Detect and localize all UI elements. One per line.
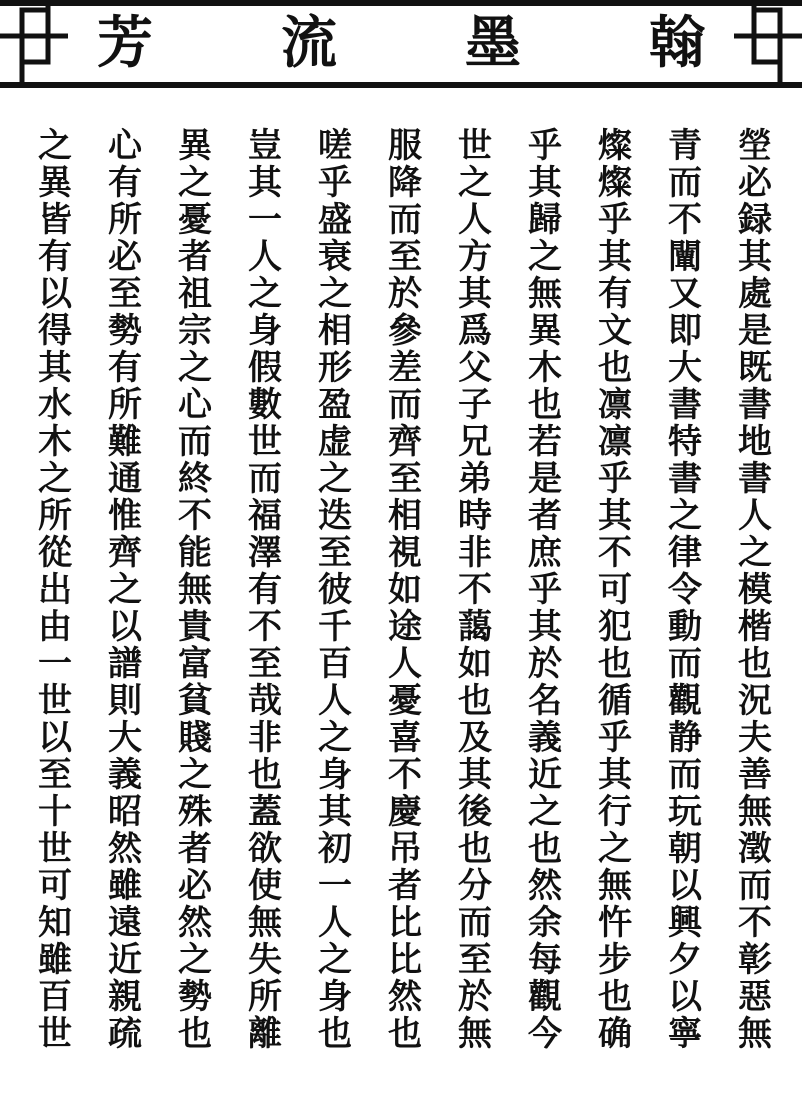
text-glyph: 也	[738, 644, 772, 684]
text-glyph: 參	[388, 311, 422, 351]
text-glyph: 殊	[178, 792, 212, 832]
text-glyph: 以	[38, 718, 72, 758]
text-glyph: 能	[178, 533, 212, 573]
text-glyph: 一	[248, 200, 282, 240]
text-glyph: 之	[178, 163, 212, 203]
text-glyph: 哉	[248, 681, 282, 721]
text-glyph: 今	[528, 1014, 562, 1054]
text-glyph: 又	[668, 274, 702, 314]
text-glyph: 而	[248, 459, 282, 499]
text-glyph: 世	[38, 1014, 72, 1054]
text-column-6	[370, 128, 440, 1088]
text-glyph: 不	[248, 607, 282, 647]
text-glyph: 有	[598, 274, 632, 314]
text-glyph: 凛	[598, 385, 632, 425]
text-glyph: 寧	[668, 1014, 702, 1054]
text-glyph: 凛	[598, 422, 632, 462]
fret-ornament-left-icon	[0, 0, 70, 88]
text-glyph: 其	[458, 274, 492, 314]
text-column-10	[90, 128, 160, 1088]
page-title	[90, 10, 712, 76]
text-glyph: 世	[38, 681, 72, 721]
text-glyph: 也	[178, 1014, 212, 1054]
text-glyph: 之	[248, 274, 282, 314]
text-glyph: 其	[318, 792, 352, 832]
text-glyph: 之	[38, 459, 72, 499]
text-glyph: 有	[38, 237, 72, 277]
text-glyph: 興	[668, 903, 702, 943]
text-glyph: 之	[458, 163, 492, 203]
text-glyph: 憂	[388, 681, 422, 721]
text-glyph: 子	[458, 385, 492, 425]
text-glyph: 書	[738, 385, 772, 425]
text-glyph: 譜	[108, 644, 142, 684]
text-glyph: 齊	[388, 422, 422, 462]
text-column-3	[580, 128, 650, 1088]
vertical-text-body	[20, 128, 790, 1088]
text-glyph: 世	[248, 422, 282, 462]
text-glyph: 朝	[668, 829, 702, 869]
text-glyph: 雖	[108, 866, 142, 906]
text-glyph: 名	[528, 681, 562, 721]
text-glyph: 虚	[318, 422, 352, 462]
text-glyph: 福	[248, 496, 282, 536]
text-glyph: 不	[668, 200, 702, 240]
text-glyph: 可	[598, 570, 632, 610]
text-glyph: 出	[38, 570, 72, 610]
text-glyph: 異	[178, 126, 212, 166]
header-band	[0, 0, 802, 88]
text-glyph: 至	[318, 533, 352, 573]
text-glyph: 者	[528, 496, 562, 536]
text-column-11	[20, 128, 90, 1088]
text-glyph: 其	[598, 755, 632, 795]
text-glyph: 即	[668, 311, 702, 351]
text-glyph: 兄	[458, 422, 492, 462]
text-glyph: 必	[108, 237, 142, 277]
text-glyph: 於	[458, 977, 492, 1017]
text-glyph: 齊	[108, 533, 142, 573]
text-glyph: 乎	[598, 718, 632, 758]
text-glyph: 木	[38, 422, 72, 462]
text-glyph: 而	[388, 385, 422, 425]
text-glyph: 不	[598, 533, 632, 573]
text-glyph: 途	[388, 607, 422, 647]
text-glyph: 也	[458, 681, 492, 721]
text-glyph: 失	[248, 940, 282, 980]
text-glyph: 静	[668, 718, 702, 758]
fret-ornament-right-icon	[732, 0, 802, 88]
text-glyph: 律	[668, 533, 702, 573]
text-glyph: 者	[178, 829, 212, 869]
text-glyph: 如	[388, 570, 422, 610]
text-glyph: 不	[178, 496, 212, 536]
text-glyph: 是	[738, 311, 772, 351]
text-glyph: 後	[458, 792, 492, 832]
text-glyph: 千	[318, 607, 352, 647]
text-glyph: 歸	[528, 200, 562, 240]
text-glyph: 有	[108, 348, 142, 388]
text-glyph: 青	[668, 126, 702, 166]
text-glyph: 至	[38, 755, 72, 795]
text-glyph: 大	[108, 718, 142, 758]
text-glyph: 假	[248, 348, 282, 388]
text-glyph: 如	[458, 644, 492, 684]
text-glyph: 也	[528, 829, 562, 869]
text-glyph: 之	[38, 126, 72, 166]
text-glyph: 以	[668, 866, 702, 906]
text-glyph: 然	[388, 977, 422, 1017]
text-glyph: 親	[108, 977, 142, 1017]
text-glyph: 惟	[108, 496, 142, 536]
text-glyph: 十	[38, 792, 72, 832]
text-glyph: 心	[178, 385, 212, 425]
text-glyph: 所	[38, 496, 72, 536]
text-glyph: 盛	[318, 200, 352, 240]
text-glyph: 勢	[108, 311, 142, 351]
text-glyph: 至	[458, 940, 492, 980]
text-glyph: 之	[318, 274, 352, 314]
text-glyph: 其	[528, 607, 562, 647]
text-glyph: 祖	[178, 274, 212, 314]
text-glyph: 大	[668, 348, 702, 388]
text-glyph: 宗	[178, 311, 212, 351]
text-glyph: 燦	[598, 163, 632, 203]
text-glyph: 差	[388, 348, 422, 388]
text-column-1	[720, 128, 790, 1088]
text-glyph: 相	[318, 311, 352, 351]
text-glyph: 木	[528, 348, 562, 388]
text-glyph: 之	[178, 940, 212, 980]
text-glyph: 貧	[178, 681, 212, 721]
text-glyph: 所	[248, 977, 282, 1017]
text-glyph: 彼	[318, 570, 352, 610]
text-glyph: 初	[318, 829, 352, 869]
text-glyph: 所	[108, 200, 142, 240]
text-glyph: 而	[738, 866, 772, 906]
text-glyph: 勢	[178, 977, 212, 1017]
text-glyph: 身	[318, 977, 352, 1017]
text-glyph: 人	[388, 644, 422, 684]
text-glyph: 以	[668, 977, 702, 1017]
text-glyph: 彰	[738, 940, 772, 980]
text-glyph: 百	[38, 977, 72, 1017]
text-glyph: 令	[668, 570, 702, 610]
text-glyph: 善	[738, 755, 772, 795]
text-glyph: 近	[528, 755, 562, 795]
text-glyph: 無	[178, 570, 212, 610]
text-glyph: 使	[248, 866, 282, 906]
text-glyph: 之	[318, 459, 352, 499]
text-glyph: 其	[458, 755, 492, 795]
text-glyph: 至	[108, 274, 142, 314]
text-glyph: 至	[388, 237, 422, 277]
text-glyph: 地	[738, 422, 772, 462]
text-glyph: 百	[318, 644, 352, 684]
text-glyph: 人	[318, 681, 352, 721]
text-glyph: 之	[528, 237, 562, 277]
text-column-7	[300, 128, 370, 1088]
text-glyph: 玩	[668, 792, 702, 832]
text-glyph: 動	[668, 607, 702, 647]
text-glyph: 父	[458, 348, 492, 388]
text-glyph: 迭	[318, 496, 352, 536]
text-glyph: 之	[178, 755, 212, 795]
text-glyph: 無	[248, 903, 282, 943]
text-glyph: 慶	[388, 792, 422, 832]
text-glyph: 必	[738, 163, 772, 203]
text-glyph: 人	[458, 200, 492, 240]
text-glyph: 分	[458, 866, 492, 906]
text-glyph: 不	[458, 570, 492, 610]
text-glyph: 所	[108, 385, 142, 425]
text-glyph: 心	[108, 126, 142, 166]
text-glyph: 者	[388, 866, 422, 906]
text-glyph: 以	[108, 607, 142, 647]
text-glyph: 行	[598, 792, 632, 832]
text-glyph: 録	[738, 200, 772, 240]
text-glyph: 身	[248, 311, 282, 351]
text-glyph: 終	[178, 459, 212, 499]
title-char-3: 墨	[465, 10, 521, 76]
text-glyph: 循	[598, 681, 632, 721]
text-glyph: 人	[318, 903, 352, 943]
text-glyph: 闡	[668, 237, 702, 277]
text-glyph: 豈	[248, 126, 282, 166]
text-glyph: 憂	[178, 200, 212, 240]
text-glyph: 於	[528, 644, 562, 684]
text-glyph: 之	[178, 348, 212, 388]
text-glyph: 非	[248, 718, 282, 758]
text-glyph: 書	[668, 459, 702, 499]
text-glyph: 之	[738, 533, 772, 573]
text-glyph: 喜	[388, 718, 422, 758]
text-glyph: 爲	[458, 311, 492, 351]
text-glyph: 異	[528, 311, 562, 351]
text-glyph: 有	[108, 163, 142, 203]
text-glyph: 其	[598, 237, 632, 277]
text-column-9	[160, 128, 230, 1088]
text-glyph: 義	[528, 718, 562, 758]
text-glyph: 惡	[738, 977, 772, 1017]
text-glyph: 也	[598, 977, 632, 1017]
text-glyph: 弟	[458, 459, 492, 499]
text-glyph: 況	[738, 681, 772, 721]
text-glyph: 至	[388, 459, 422, 499]
text-glyph: 庶	[528, 533, 562, 573]
text-glyph: 乎	[598, 200, 632, 240]
text-glyph: 數	[248, 385, 282, 425]
text-glyph: 每	[528, 940, 562, 980]
text-glyph: 服	[388, 126, 422, 166]
text-glyph: 疏	[108, 1014, 142, 1054]
text-glyph: 确	[598, 1014, 632, 1054]
text-glyph: 也	[458, 829, 492, 869]
text-glyph: 近	[108, 940, 142, 980]
title-char-1: 芳	[97, 10, 153, 76]
text-glyph: 之	[108, 570, 142, 610]
text-glyph: 比	[388, 903, 422, 943]
text-glyph: 從	[38, 533, 72, 573]
text-glyph: 然	[178, 903, 212, 943]
text-glyph: 文	[598, 311, 632, 351]
text-glyph: 犯	[598, 607, 632, 647]
text-glyph: 書	[668, 385, 702, 425]
text-glyph: 無	[738, 792, 772, 832]
text-glyph: 夫	[738, 718, 772, 758]
text-glyph: 以	[38, 274, 72, 314]
text-glyph: 通	[108, 459, 142, 499]
text-glyph: 可	[38, 866, 72, 906]
text-glyph: 忤	[598, 903, 632, 943]
text-glyph: 水	[38, 385, 72, 425]
text-glyph: 非	[458, 533, 492, 573]
text-glyph: 藹	[458, 607, 492, 647]
text-glyph: 身	[318, 755, 352, 795]
text-glyph: 相	[388, 496, 422, 536]
header-bottom-rule	[0, 82, 802, 88]
text-glyph: 由	[38, 607, 72, 647]
text-glyph: 其	[248, 163, 282, 203]
text-glyph: 一	[318, 866, 352, 906]
text-glyph: 是	[528, 459, 562, 499]
text-glyph: 燦	[598, 126, 632, 166]
text-glyph: 皆	[38, 200, 72, 240]
text-glyph: 知	[38, 903, 72, 943]
text-glyph: 而	[178, 422, 212, 462]
text-glyph: 離	[248, 1014, 282, 1054]
text-glyph: 視	[388, 533, 422, 573]
text-glyph: 其	[598, 496, 632, 536]
text-glyph: 處	[738, 274, 772, 314]
title-char-2: 流	[281, 10, 337, 76]
text-glyph: 盈	[318, 385, 352, 425]
text-glyph: 異	[38, 163, 72, 203]
text-glyph: 乎	[598, 459, 632, 499]
text-glyph: 時	[458, 496, 492, 536]
text-glyph: 也	[598, 348, 632, 388]
text-glyph: 無	[528, 274, 562, 314]
text-glyph: 觀	[668, 681, 702, 721]
text-glyph: 而	[388, 200, 422, 240]
text-glyph: 而	[668, 755, 702, 795]
text-glyph: 特	[668, 422, 702, 462]
text-glyph: 嗟	[318, 126, 352, 166]
text-glyph: 若	[528, 422, 562, 462]
text-glyph: 既	[738, 348, 772, 388]
text-glyph: 無	[598, 866, 632, 906]
text-glyph: 降	[388, 163, 422, 203]
text-glyph: 遠	[108, 903, 142, 943]
text-glyph: 難	[108, 422, 142, 462]
text-glyph: 世	[458, 126, 492, 166]
text-glyph: 不	[738, 903, 772, 943]
text-glyph: 乎	[528, 126, 562, 166]
text-glyph: 而	[668, 163, 702, 203]
text-glyph: 而	[458, 903, 492, 943]
text-column-8	[230, 128, 300, 1088]
text-glyph: 乎	[528, 570, 562, 610]
text-glyph: 昭	[108, 792, 142, 832]
text-glyph: 楷	[738, 607, 772, 647]
text-glyph: 衰	[318, 237, 352, 277]
header-top-rule	[0, 0, 802, 6]
text-glyph: 方	[458, 237, 492, 277]
text-glyph: 無	[458, 1014, 492, 1054]
text-glyph: 而	[668, 644, 702, 684]
text-glyph: 也	[528, 385, 562, 425]
text-glyph: 則	[108, 681, 142, 721]
text-glyph: 貴	[178, 607, 212, 647]
text-glyph: 然	[528, 866, 562, 906]
text-glyph: 觀	[528, 977, 562, 1017]
text-column-5	[440, 128, 510, 1088]
text-glyph: 人	[248, 237, 282, 277]
text-glyph: 賤	[178, 718, 212, 758]
text-glyph: 世	[38, 829, 72, 869]
text-glyph: 夕	[668, 940, 702, 980]
text-glyph: 有	[248, 570, 282, 610]
text-glyph: 雖	[38, 940, 72, 980]
text-glyph: 欲	[248, 829, 282, 869]
text-glyph: 也	[388, 1014, 422, 1054]
text-column-4	[510, 128, 580, 1088]
text-glyph: 蓋	[248, 792, 282, 832]
text-glyph: 也	[598, 644, 632, 684]
text-glyph: 不	[388, 755, 422, 795]
text-glyph: 義	[108, 755, 142, 795]
text-glyph: 富	[178, 644, 212, 684]
text-glyph: 其	[528, 163, 562, 203]
text-glyph: 之	[318, 718, 352, 758]
text-glyph: 也	[248, 755, 282, 795]
text-glyph: 無	[738, 1014, 772, 1054]
text-glyph: 乎	[318, 163, 352, 203]
text-glyph: 得	[38, 311, 72, 351]
text-glyph: 於	[388, 274, 422, 314]
text-glyph: 至	[248, 644, 282, 684]
text-glyph: 模	[738, 570, 772, 610]
text-glyph: 必	[178, 866, 212, 906]
text-glyph: 之	[598, 829, 632, 869]
title-char-4: 翰	[649, 10, 705, 76]
text-glyph: 也	[318, 1014, 352, 1054]
text-glyph: 比	[388, 940, 422, 980]
text-glyph: 澤	[248, 533, 282, 573]
text-glyph: 其	[738, 237, 772, 277]
text-glyph: 之	[528, 792, 562, 832]
text-column-2	[650, 128, 720, 1088]
text-glyph: 人	[738, 496, 772, 536]
text-glyph: 及	[458, 718, 492, 758]
text-glyph: 之	[668, 496, 702, 536]
text-glyph: 者	[178, 237, 212, 277]
text-glyph: 澂	[738, 829, 772, 869]
text-glyph: 然	[108, 829, 142, 869]
text-glyph: 一	[38, 644, 72, 684]
text-glyph: 塋	[738, 126, 772, 166]
text-glyph: 吊	[388, 829, 422, 869]
text-glyph: 其	[38, 348, 72, 388]
text-glyph: 形	[318, 348, 352, 388]
text-glyph: 步	[598, 940, 632, 980]
text-glyph: 之	[318, 940, 352, 980]
text-glyph: 書	[738, 459, 772, 499]
text-glyph: 余	[528, 903, 562, 943]
